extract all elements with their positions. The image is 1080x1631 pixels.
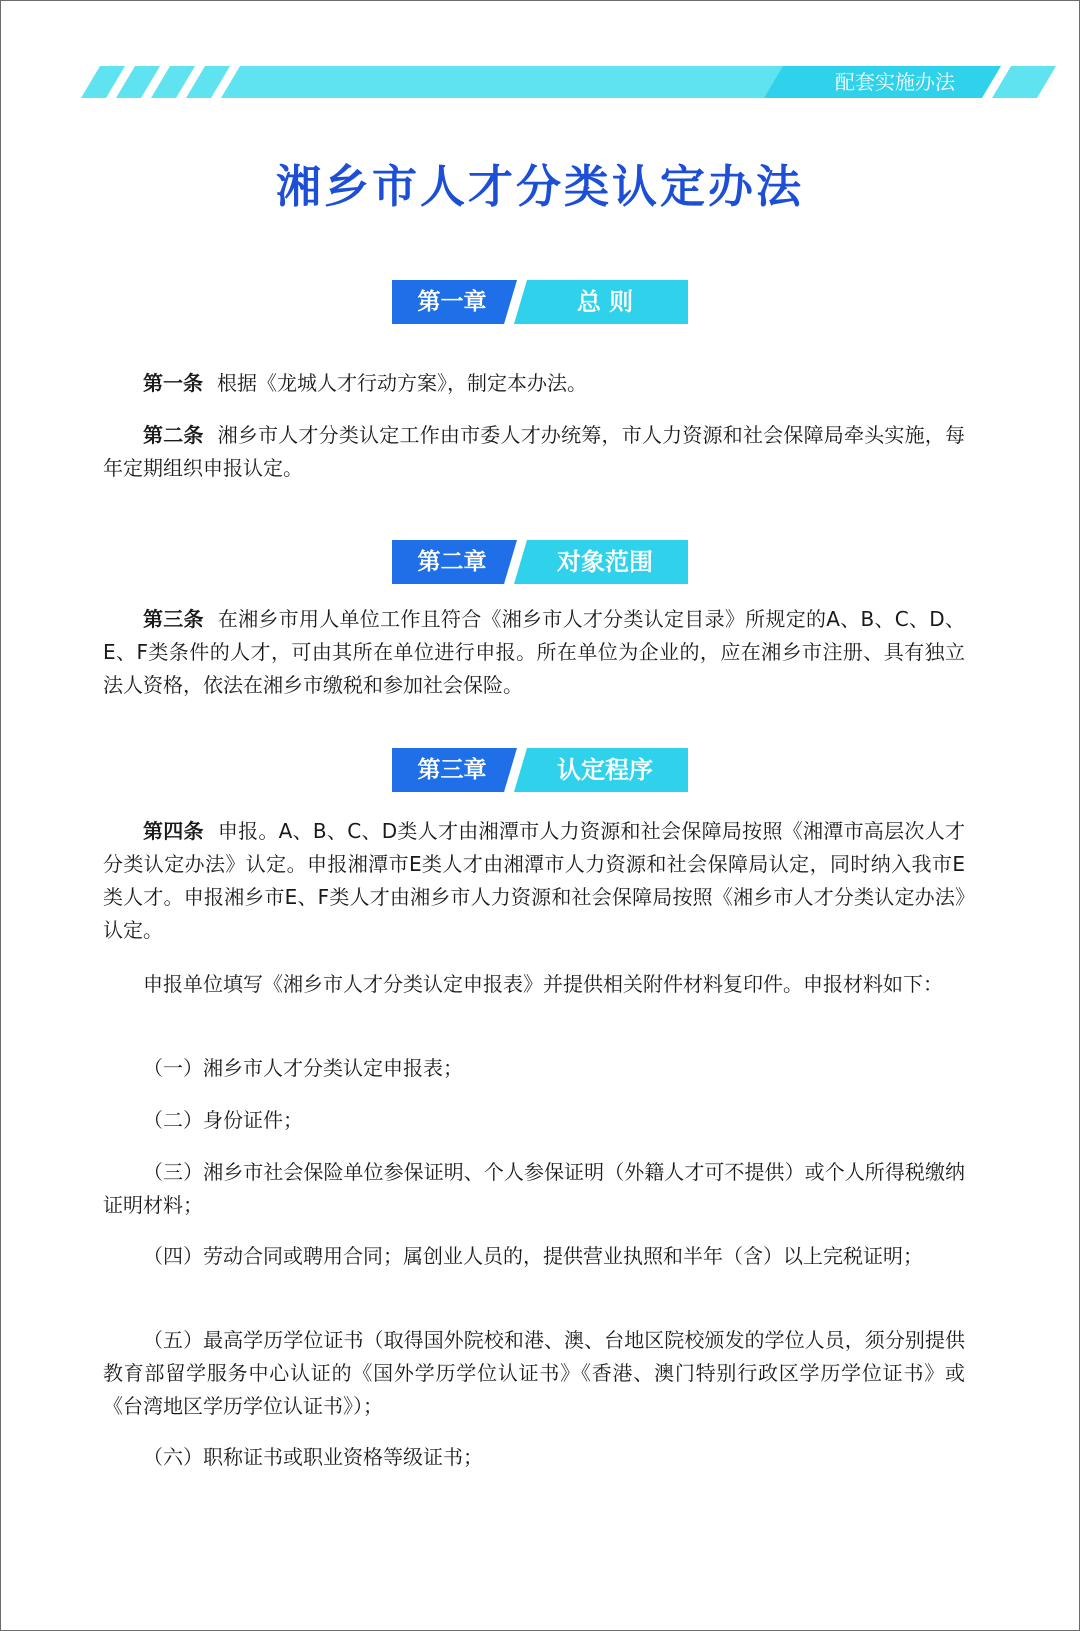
- chapter-name: 对象范围: [557, 548, 653, 576]
- list-item: （六）职称证书或职业资格等级证书；: [143, 1445, 483, 1469]
- article-text: 申报。A、B、C、D类人才由湘潭市人力资源和社会保障局按照《湘潭市高层次人才分类认定办法》认定。申报湘潭市E类人才由湘潭市人力资源和社会保障局认定，同时纳入我市E类人才。申报湘乡市E、F类人才由湘乡市人力资源和社会保障局按照《湘乡市人才分类认定办法》认定。: [103, 819, 965, 942]
- stripe: [116, 66, 160, 98]
- chapter-number: 第一章: [417, 289, 487, 315]
- stripe: [186, 66, 230, 98]
- header-band: [0, 0, 1080, 110]
- article-2: [103, 419, 965, 485]
- list-item: （三）湘乡市社会保险单位参保证明、个人参保证明（外籍人才可不提供）或个人所得税缴纳证明材料；: [103, 1160, 965, 1217]
- article-label: 第二条: [143, 423, 204, 447]
- chapter-heading-1: [392, 280, 688, 324]
- chapter-heading-3: [392, 748, 688, 792]
- article-label: 第三条: [143, 607, 204, 631]
- article-3: [103, 603, 965, 702]
- article-label: 第一条: [143, 371, 203, 395]
- chapter-name: 总 则: [576, 288, 634, 316]
- list-item: （五）最高学历学位证书（取得国外院校和港、澳、台地区院校颁发的学位人员，须分别提供教育部留学服务中心认证的《国外学历学位认证书》《香港、澳门特别行政区学历学位证书》或《台湾地区学历学位认证书》）；: [103, 1328, 965, 1418]
- document-title: 湘乡市人才分类认定办法: [275, 160, 804, 213]
- stripe: [151, 66, 195, 98]
- article-text: 根据《龙城人才行动方案》，制定本办法。: [217, 371, 587, 395]
- stripe-long: [221, 66, 790, 98]
- stripe: [992, 66, 1056, 98]
- article-text: 在湘乡市用人单位工作且符合《湘乡市人才分类认定目录》所规定的A、B、C、D、E、F类条件的人才，可由其所在单位进行申报。所在单位为企业的，应在湘乡市注册、具有独立法人资格，依法在湘乡市缴税和参加社会保险。: [103, 607, 965, 697]
- article-4: [103, 815, 965, 947]
- list-item: （四）劳动合同或聘用合同；属创业人员的，提供营业执照和半年（含）以上完税证明；: [143, 1244, 923, 1268]
- list-item: （二）身份证件；: [143, 1108, 303, 1132]
- chapter-name: 认定程序: [557, 756, 653, 784]
- article-1: [103, 367, 965, 400]
- article-label: 第四条: [143, 819, 204, 843]
- chapter-heading-2: [392, 540, 688, 584]
- list-item: （一）湘乡市人才分类认定申报表；: [143, 1056, 463, 1080]
- stripe: [81, 66, 125, 98]
- article-text: 湘乡市人才分类认定工作由市委人才办统筹，市人力资源和社会保障局牵头实施，每年定期组织申报认定。: [103, 423, 966, 480]
- chapter-number: 第二章: [417, 549, 487, 575]
- application-intro: 申报单位填写《湘乡市人才分类认定申报表》并提供相关附件材料复印件。申报材料如下：: [143, 972, 943, 996]
- header-label: 配套实施办法: [835, 70, 955, 94]
- chapter-number: 第三章: [417, 757, 487, 783]
